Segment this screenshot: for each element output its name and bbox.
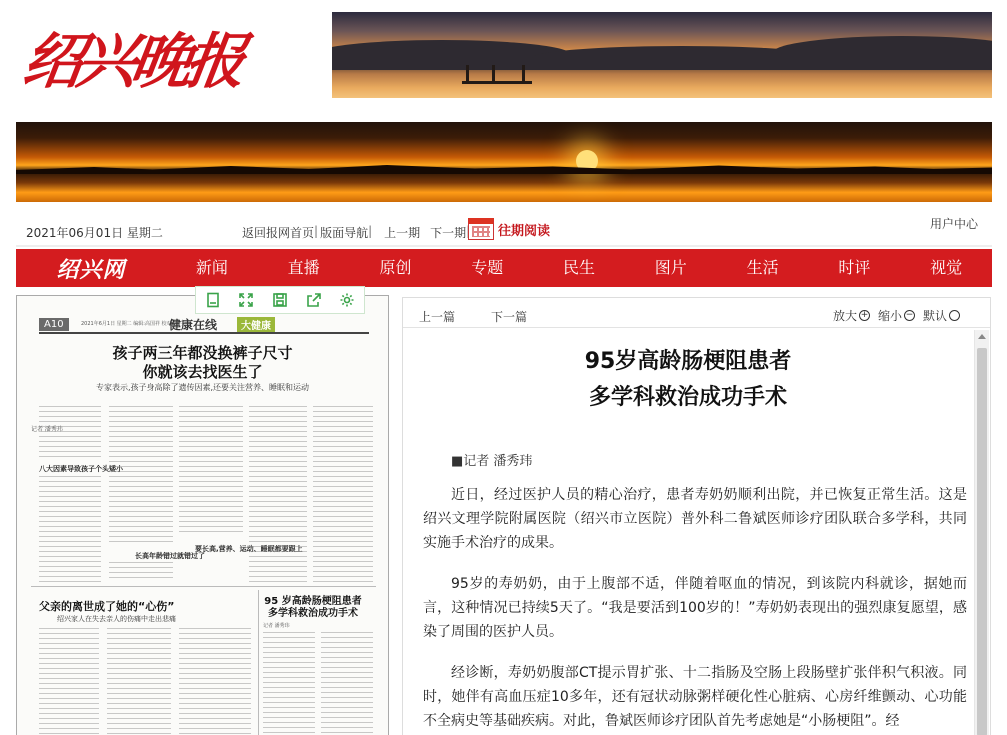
prev-article-link[interactable]: 上一篇 xyxy=(419,310,456,324)
zoom-in-button[interactable] xyxy=(833,307,870,324)
zoom-out-label: 缩小 xyxy=(877,309,902,323)
past-issues-label: 往期阅读 xyxy=(498,223,551,239)
nav-item-live[interactable]: 直播 xyxy=(287,258,320,277)
site-logo[interactable]: 绍兴网 xyxy=(56,257,126,283)
divider xyxy=(31,586,376,587)
scroll-up-arrow-icon[interactable] xyxy=(978,334,986,339)
banner-photo-sunset xyxy=(16,122,992,202)
page-story-headline[interactable]: 父亲的离世成了她的“心伤” xyxy=(39,600,175,613)
article-panel xyxy=(402,297,991,735)
text-column xyxy=(109,562,173,582)
article-paragraph: 95岁的寿奶奶，由于上腹部不适，伴随着呕血的情况，到该院内科就诊，据她而言，这种情况已持续5天了。“我是要活到100岁的！”寿奶奶表现出的强烈康复愿望，感染了周围的医护人员。 xyxy=(423,576,967,640)
text-column xyxy=(39,628,99,735)
info-bar xyxy=(16,213,992,247)
user-center-link[interactable]: 用户中心 xyxy=(929,217,978,231)
nav-item-life[interactable]: 生活 xyxy=(746,258,779,277)
fullscreen-icon[interactable] xyxy=(238,292,254,308)
page-story-byline: 记者 潘秀玮 xyxy=(263,623,290,629)
page-story-headline-active[interactable]: 95 岁高龄肠梗阻患者多学科救治成功手术 xyxy=(264,596,362,619)
zoom-out-button[interactable] xyxy=(878,307,915,324)
paper-toolbar xyxy=(195,286,365,314)
main-nav xyxy=(16,249,992,287)
text-column xyxy=(39,406,101,458)
page-lead-subhead: 专家表示,孩子身高除了遗传因素,还要关注营养、睡眠和运动 xyxy=(95,383,310,392)
banner-photo-lake xyxy=(332,12,992,98)
zoom-default-label: 默认 xyxy=(922,309,947,323)
nav-item-photos[interactable]: 图片 xyxy=(654,258,687,277)
page-number: A10 xyxy=(39,318,69,331)
page-subhead: 长高年龄错过就错过了 xyxy=(135,552,205,560)
page-nav-link[interactable]: 版面导航 xyxy=(320,226,369,240)
text-column xyxy=(107,628,171,735)
zoom-controls xyxy=(833,307,960,324)
next-article-link[interactable]: 下一篇 xyxy=(491,310,528,324)
zoom-in-label: 放大 xyxy=(832,309,857,323)
save-icon[interactable] xyxy=(272,292,288,308)
minus-icon: − xyxy=(905,310,914,320)
nav-item-commentary[interactable]: 时评 xyxy=(838,258,871,277)
text-column xyxy=(249,406,307,582)
page-subhead: 要长高,营养、运动、睡眠都要跟上 xyxy=(195,545,303,553)
nav-item-topics[interactable]: 专题 xyxy=(471,258,504,277)
page-section-label: 健康在线 xyxy=(169,318,218,332)
article-title xyxy=(403,344,973,416)
article-paragraph: 近日，经过医护人员的精心治疗，患者寿奶奶顺利出院，并已恢复正常生活。这是绍兴文理学院附属医院（绍兴市立医院）普外科二鲁斌医师诊疗团队联合多学科，共同实施手术治疗的成果。 xyxy=(423,487,967,551)
headline-line: 你就该去找医生了 xyxy=(142,363,263,381)
zoom-default-button[interactable] xyxy=(923,307,960,324)
title-line: 多学科救治成功手术 xyxy=(588,385,787,410)
text-column xyxy=(179,628,251,735)
newspaper-logo[interactable]: 绍兴晚报 xyxy=(18,27,245,97)
article-toolbar xyxy=(403,298,990,328)
past-issues-button[interactable] xyxy=(468,218,550,240)
prev-issue-link[interactable]: 上一期 xyxy=(384,226,421,240)
divider xyxy=(258,590,259,735)
home-link[interactable]: 返回报网首页 xyxy=(242,226,315,240)
text-column xyxy=(313,406,373,582)
title-line: 95岁高龄肠梗阻患者 xyxy=(584,349,792,374)
calendar-icon xyxy=(468,218,494,240)
share-icon[interactable] xyxy=(306,292,322,308)
nav-item-original[interactable]: 原创 xyxy=(379,258,412,277)
text-column xyxy=(39,476,101,582)
article-paragraph: 经诊断，寿奶奶腹部CT提示胃扩张、十二指肠及空肠上段肠壁扩张伴积气积液。同时，她伴有高血压症10多年，还有冠状动脉粥样硬化性心脏病、心房纤维颤动、心功能不全病史等基础疾病。对此，鲁斌医师诊疗团队首先考虑她是“小肠梗阻”。经 xyxy=(423,665,967,729)
masthead-banner xyxy=(16,0,992,202)
page-story-subhead: 绍兴家人在失去亲人的伤痛中走出悲痛 xyxy=(57,615,176,623)
settings-icon[interactable] xyxy=(339,292,355,308)
page-header xyxy=(39,316,369,334)
text-column xyxy=(263,632,315,735)
page-meta: 2021年6月1日 星期二 编辑:高国祥 校对:顾兰 xyxy=(81,321,184,327)
page-lead-byline: 记者 潘秀玮 xyxy=(31,426,63,433)
separator: | xyxy=(314,224,319,238)
page-icon[interactable] xyxy=(205,292,221,308)
text-column xyxy=(179,406,243,536)
nav-item-livelihood[interactable]: 民生 xyxy=(563,258,596,277)
issue-date: 2021年06月01日 星期二 xyxy=(26,226,163,240)
text-column xyxy=(109,406,173,546)
pier-shape xyxy=(462,74,532,84)
plus-icon: + xyxy=(860,310,869,320)
page-lead-headline[interactable] xyxy=(17,344,388,382)
scrollbar-thumb[interactable] xyxy=(977,348,987,735)
quick-nav xyxy=(242,224,472,241)
newspaper-page-thumbnail[interactable] xyxy=(16,295,389,735)
article-byline: ■记者 潘秀玮 xyxy=(451,454,533,469)
nav-item-visual[interactable]: 视觉 xyxy=(930,258,963,277)
circle-icon xyxy=(949,310,960,321)
text-column xyxy=(321,632,373,735)
page-subhead: 八大因素导致孩子个头矮小 xyxy=(39,465,123,473)
treeline-shape xyxy=(16,164,992,174)
page-section-badge: 大健康 xyxy=(237,317,275,332)
headline-line: 孩子两三年都没换裤子尺寸 xyxy=(112,344,293,362)
nav-item-news[interactable]: 新闻 xyxy=(195,258,228,277)
next-issue-link[interactable]: 下一期 xyxy=(430,226,467,240)
article-scrollbar[interactable] xyxy=(974,330,989,735)
separator: | xyxy=(368,224,373,238)
